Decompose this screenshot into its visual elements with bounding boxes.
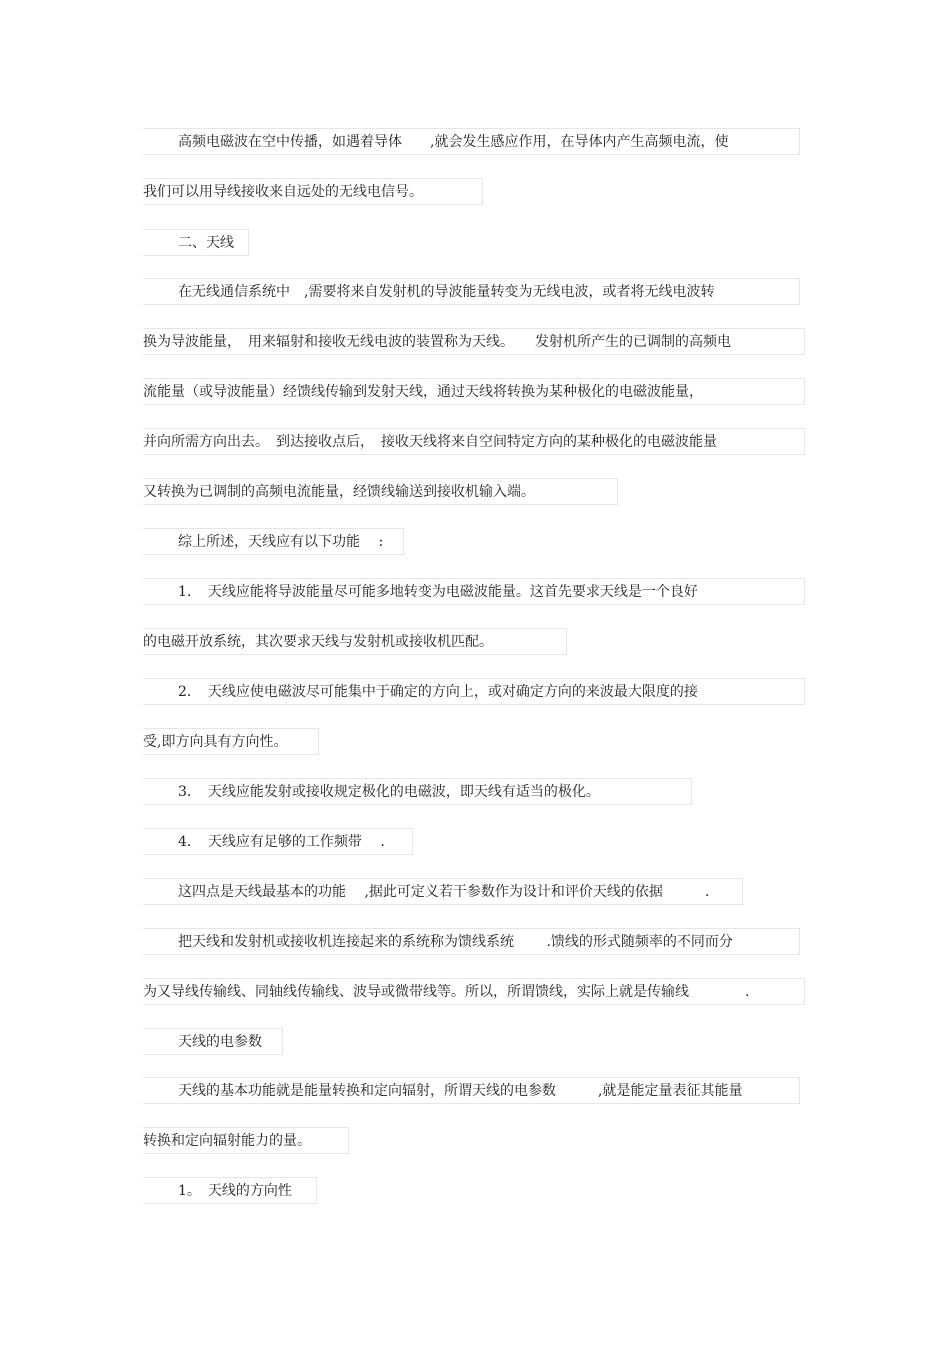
text-line-7: 并向所需方向出去。 到达接收点后， 接收天线将来自空间特定方向的某种极化的电磁波能量 xyxy=(143,428,805,455)
text-line-4: 在无线通信系统中 ,需要将来自发射机的导波能量转变为无线电波，或者将无线电波转 xyxy=(143,278,800,305)
list-item-4: 4． 天线应有足够的工作频带 . xyxy=(143,828,413,855)
text-line-18: 为又导线传输线、同轴线传输线、波导或微带线等。所以，所谓馈线，实际上就是传输线 . xyxy=(143,978,805,1005)
text-line-20: 天线的基本功能就是能量转换和定向辐射，所谓天线的电参数 ,就是能定量表征其能量 xyxy=(143,1077,800,1104)
subsection-heading-directivity: 1。 天线的方向性 xyxy=(143,1177,317,1204)
list-item-3: 3． 天线应能发射或接收规定极化的电磁波，即天线有适当的极化。 xyxy=(143,778,692,805)
text-line-21: 转换和定向辐射能力的量。 xyxy=(143,1127,349,1154)
list-item-1-line-1: 1． 天线应能将导波能量尽可能多地转变为电磁波能量。这首先要求天线是一个良好 xyxy=(143,578,805,605)
text-line-16: 这四点是天线最基本的功能 ,据此可定义若干参数作为设计和评价天线的依据 . xyxy=(143,878,743,905)
list-item-2-line-2: 受,即方向具有方向性。 xyxy=(143,728,319,755)
list-item-2-line-1: 2． 天线应使电磁波尽可能集中于确定的方向上，或对确定方向的来波最大限度的接 xyxy=(143,678,805,705)
text-line-6: 流能量（或导波能量）经馈线传输到发射天线，通过天线将转换为某种极化的电磁波能量， xyxy=(143,378,805,405)
text-line-5: 换为导波能量， 用来辐射和接收无线电波的装置称为天线。 发射机所产生的已调制的高频电 xyxy=(143,328,805,355)
text-line-2: 我们可以用导线接收来自远处的无线电信号。 xyxy=(143,178,483,205)
list-item-1-line-2: 的电磁开放系统，其次要求天线与发射机或接收机匹配。 xyxy=(143,628,567,655)
text-line-17: 把天线和发射机或接收机连接起来的系统称为馈线系统 .馈线的形式随频率的不同而分 xyxy=(143,928,800,955)
text-line-9: 综上所述，天线应有以下功能 : xyxy=(143,528,404,555)
section-heading-electrical-parameters: 天线的电参数 xyxy=(143,1028,283,1055)
text-line-8: 又转换为已调制的高频电流能量，经馈线输送到接收机输入端。 xyxy=(143,478,618,505)
section-heading-antenna: 二、天线 xyxy=(143,229,249,256)
text-line-1: 高频电磁波在空中传播，如遇着导体 ,就会发生感应作用，在导体内产生高频电流，使 xyxy=(143,128,800,155)
